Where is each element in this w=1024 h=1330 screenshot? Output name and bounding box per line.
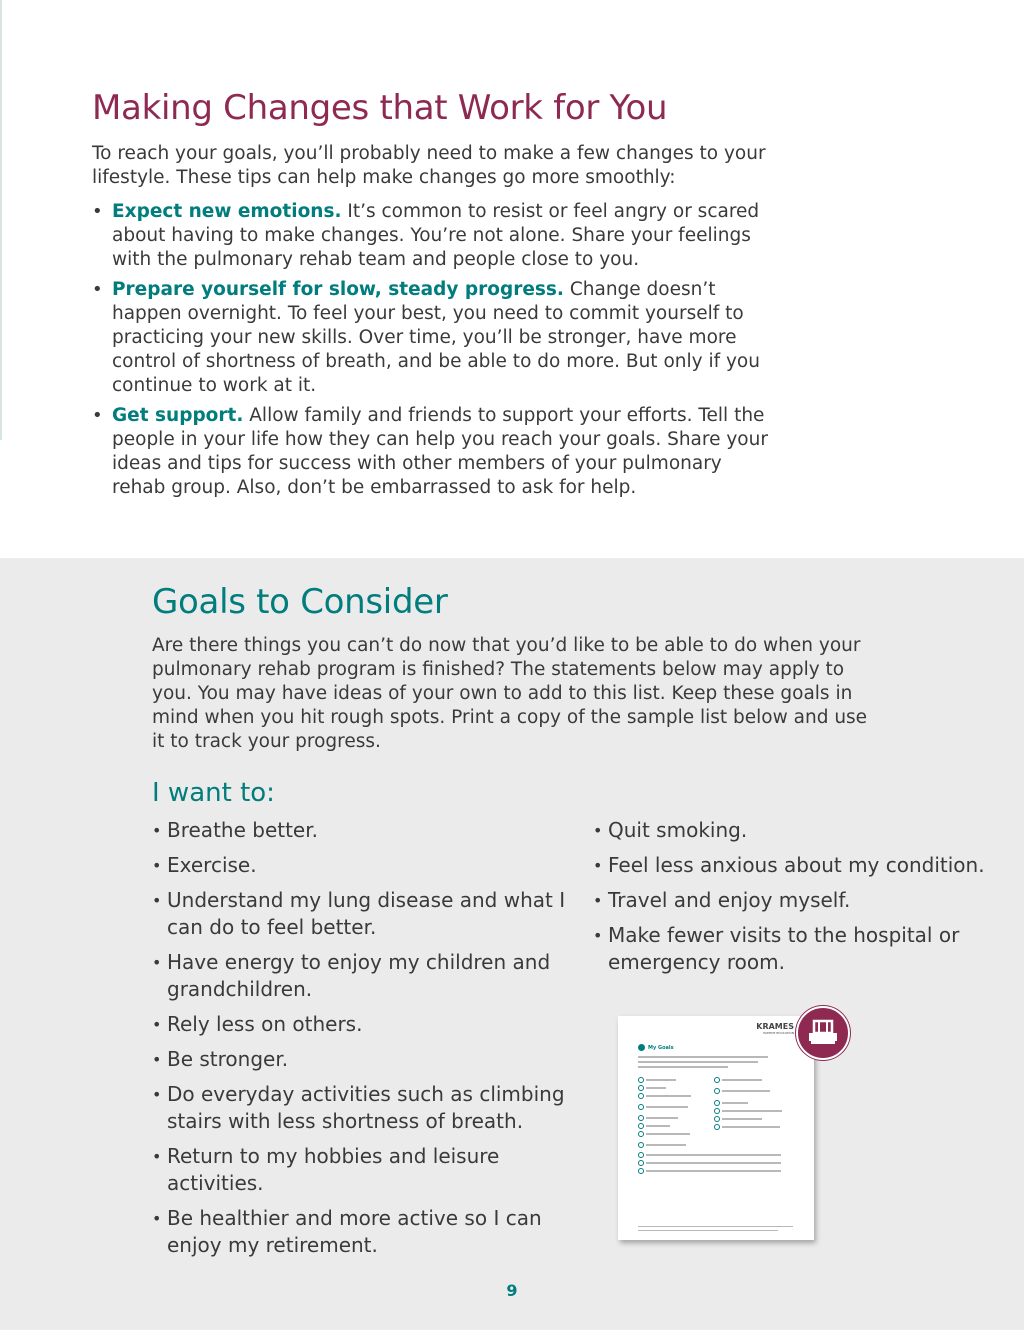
list-item: • Make fewer visits to the hospital or emergency room. [593,922,1013,976]
goals-subtitle: I want to: [152,778,275,808]
thumbnail-text-line [638,1066,728,1068]
tip-text: It’s common to resist or feel angry or scared about having to make changes. You’re not alone. Share your feelings with the pulmonary rehab team and people close to you. [112,201,760,270]
checkbox-icon [714,1100,720,1106]
checkbox-icon [638,1160,644,1166]
list-item: • Return to my hobbies and leisure activities. [152,1143,572,1197]
tip-lead: Get support. [112,405,244,426]
checkbox-icon [638,1093,644,1099]
section-title-making-changes: Making Changes that Work for You [92,88,668,128]
making-changes-intro: To reach your goals, you’ll probably need to make a few changes to your lifestyle. These tips can help make changes go more smoothly: [92,143,766,188]
list-item: • Breathe better. [152,817,572,844]
checkbox-icon [714,1077,720,1083]
checkbox-icon [638,1104,644,1110]
thumbnail-text-line [638,1056,768,1058]
list-item: • Be healthier and more active so I can enjoy my retirement. [152,1205,572,1259]
checkbox-icon [638,1115,644,1121]
list-item: • Feel less anxious about my condition. [593,852,1013,879]
printer-icon[interactable] [796,1006,850,1060]
tip-lead: Expect new emotions. [112,201,342,222]
goals-list-left [152,817,572,1267]
tip-text: Allow family and friends to support your efforts. Tell the people in your life how they can help you reach your goals. Share your ideas and tips for success with other members of your pulmonary rehab group. Also, don’t be embarrassed to ask for help. [112,405,768,498]
tip-lead: Prepare yourself for slow, steady progress. [112,279,564,300]
checkbox-icon [638,1131,644,1137]
list-item: • Travel and enjoy myself. [593,887,1013,914]
tip-item [92,278,772,398]
checkbox-icon [714,1088,720,1094]
thumbnail-text-line [638,1061,758,1063]
list-item: • Do everyday activities such as climbing stairs with less shortness of breath. [152,1081,572,1135]
list-item: • Be stronger. [152,1046,572,1073]
thumbnail-title: My Goals [638,1044,674,1051]
krames-logo: KRAMES PATIENT EDUCATION [756,1022,794,1035]
thumbnail-footer-line [638,1226,793,1227]
checkbox-icon [638,1168,644,1174]
goals-section [0,558,1024,1330]
list-item: • Understand my lung disease and what I can do to feel better. [152,887,572,941]
checkbox-icon [714,1124,720,1130]
goals-list-right [593,817,1013,984]
checkbox-icon [638,1123,644,1129]
list-item: • Exercise. [152,852,572,879]
info-icon [638,1044,645,1051]
page-number: 9 [506,1281,518,1300]
list-item: • Have energy to enjoy my children and grandchildren. [152,949,572,1003]
tip-text: Change doesn’t happen overnight. To feel your best, you need to commit yourself to practicing your new skills. Over time, you’ll be stronger, have more control of shortness of breath, and be able to do more. But only if you continue to work at it. [112,279,760,396]
tips-list [92,200,772,500]
tip-item [92,200,772,272]
checkbox-icon [638,1085,644,1091]
left-margin-rule [0,0,2,440]
tip-item [92,404,772,500]
checkbox-icon [638,1152,644,1158]
list-item: • Quit smoking. [593,817,1013,844]
goals-printout-thumbnail[interactable] [618,1016,814,1240]
checkbox-icon [714,1108,720,1114]
checkbox-icon [638,1077,644,1083]
checkbox-icon [638,1142,644,1148]
making-changes-section [92,88,772,506]
thumbnail-footer-line [638,1230,778,1231]
section-title-goals: Goals to Consider [152,582,448,622]
goals-intro: Are there things you can’t do now that you’d like to be able to do when your pulmonary rehab program is finished? The statements below may apply to you. You may have ideas of your own to add to this list. Keep these goals in mind when you hit rough spots. Print a copy of the sample list below and use it to track your progress. [152,635,868,752]
list-item: • Rely less on others. [152,1011,572,1038]
checkbox-icon [714,1116,720,1122]
